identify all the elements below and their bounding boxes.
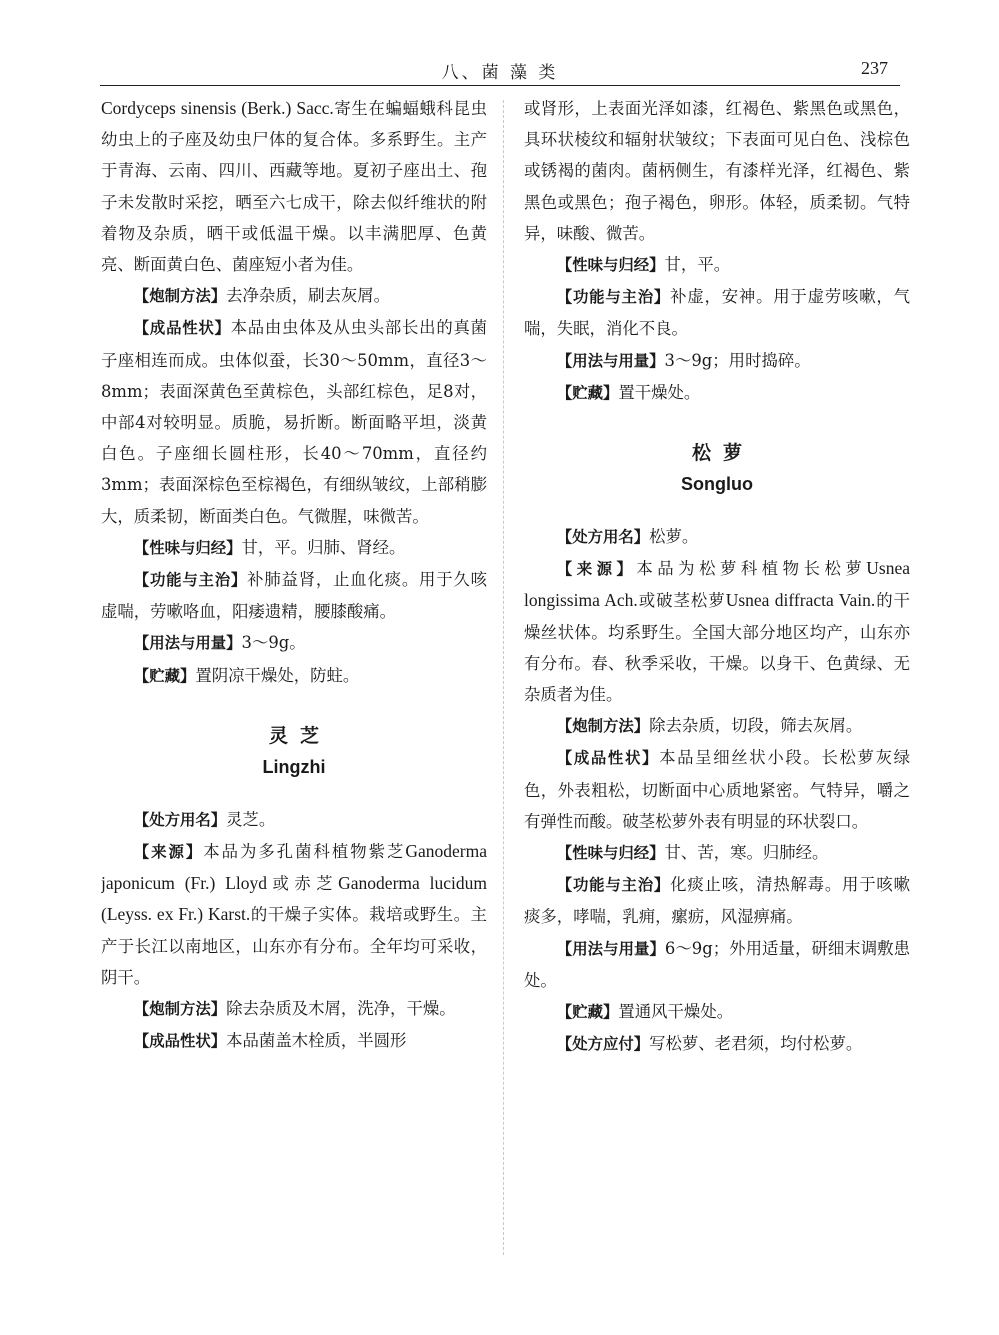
section-label: 【用法与用量】 bbox=[556, 939, 665, 958]
entry-title-songluo: 松萝 bbox=[691, 442, 754, 465]
section-label: 【贮藏】 bbox=[556, 383, 619, 402]
running-header bbox=[100, 52, 900, 86]
songluo-source: 【来源】本品为松萝科植物长松萝Usnea longissima Ach.或破茎松萝Usnea diffracta Vain.的干燥丝状体。均系野生。全国大部分地区均产，山东亦有分布。春、秋季采收，干燥。以身干、色黄绿、无杂质者为佳。 bbox=[524, 558, 910, 705]
section-label: 【性味与归经】 bbox=[133, 538, 242, 557]
section-label: 【功能与主治】 bbox=[556, 288, 671, 307]
lingzhi-storage: 【贮藏】置干燥处。 bbox=[556, 382, 701, 402]
section-label: 【成品性状】 bbox=[133, 1032, 227, 1051]
section-label: 【功能与主治】 bbox=[133, 571, 248, 590]
section-label: 【性味与归经】 bbox=[556, 256, 665, 275]
lingzhi-properties-continued: 或肾形，上表面光泽如漆，红褐色、紫黑色或黑色，具环状棱纹和辐射状皱纹；下表面可见白色、浅棕色或锈褐的菌肉。菌柄侧生，有漆样光泽，红褐色、紫黑色或黑色；孢子褐色，卵形。体轻，质柔韧。气特异，味酸、微苦。 bbox=[524, 99, 910, 243]
section-label: 【贮藏】 bbox=[133, 666, 196, 685]
entry-pinyin-songluo: Songluo bbox=[681, 474, 753, 495]
latin-name: Usnea longissima Ach. bbox=[524, 558, 910, 611]
songluo-dispensing: 【处方应付】写松萝、老君须，均付松萝。 bbox=[556, 1034, 863, 1054]
section-label: 【炮制方法】 bbox=[556, 717, 650, 736]
section-label: 【成品性状】 bbox=[556, 749, 660, 768]
cordyceps-taste: 【性味与归经】甘，平。归肺、肾经。 bbox=[133, 537, 406, 557]
header-rule bbox=[100, 85, 900, 86]
latin-name: Cordyceps sinensis (Berk.) Sacc. bbox=[101, 98, 334, 118]
songluo-function: 【功能与主治】化痰止咳，清热解毒。用于咳嗽痰多，哮喘，乳痈，瘰疬，风湿痹痛。 bbox=[524, 875, 910, 927]
cordyceps-source-paragraph: Cordyceps sinensis (Berk.) Sacc.寄生在蝙蝠蛾科昆虫幼虫上的子座及幼虫尸体的复合体。多系野生。主产于青海、云南、四川、西藏等地。夏初子座出土、孢子未发散时采挖，晒至六七成干，除去似纤维状的附着物及杂质，晒干或低温干燥。以丰满肥厚、色黄亮、断面黄白色、菌座短小者为佳。 bbox=[101, 98, 487, 275]
page-number: 237 bbox=[861, 58, 888, 78]
lingzhi-function: 【功能与主治】补虚，安神。用于虚劳咳嗽，气喘，失眠，消化不良。 bbox=[524, 287, 910, 339]
lingzhi-rx-name: 【处方用名】灵芝。 bbox=[133, 809, 276, 829]
latin-name: Usnea diffracta Vain. bbox=[725, 590, 876, 611]
section-label: 【处方应付】 bbox=[556, 1035, 650, 1054]
entry-pinyin-lingzhi: Lingzhi bbox=[262, 756, 326, 777]
section-label: 【用法与用量】 bbox=[133, 634, 242, 653]
songluo-storage: 【贮藏】置通风干燥处。 bbox=[556, 1002, 734, 1022]
cordyceps-function: 【功能与主治】补肺益肾，止血化痰。用于久咳虚喘，劳嗽咯血，阳痿遗精，腰膝酸痛。 bbox=[101, 570, 487, 622]
latin-name: Ganoderma japonicum (Fr.) Lloyd bbox=[101, 841, 487, 894]
entry-title-lingzhi: 灵芝 bbox=[268, 724, 331, 747]
section-label: 【炮制方法】 bbox=[133, 1000, 227, 1019]
lingzhi-taste: 【性味与归经】甘，平。 bbox=[556, 255, 731, 275]
section-label: 【处方用名】 bbox=[556, 528, 650, 547]
section-label: 【成品性状】 bbox=[133, 319, 231, 338]
left-column bbox=[101, 93, 487, 1263]
songluo-rx-name: 【处方用名】松萝。 bbox=[556, 527, 699, 547]
section-label: 【来源】 bbox=[133, 843, 204, 862]
lingzhi-processing: 【炮制方法】除去杂质及木屑，洗净，干燥。 bbox=[133, 999, 456, 1019]
lingzhi-source: 【来源】本品为多孔菌科植物紫芝Ganoderma japonicum (Fr.) Lloyd或赤芝Ganoderma lucidum (Leyss. ex Fr.) Karst.的干燥子实体。栽培或野生。主产于长江以南地区，山东亦有分布。全年均可采收，阴干。 bbox=[101, 841, 487, 987]
songluo-properties: 【成品性状】本品呈细丝状小段。长松萝灰绿色，外表粗松，切断面中心质地紧密。气特异，嚼之有弹性而酸。破茎松萝外表有明显的环状裂口。 bbox=[524, 748, 910, 831]
section-label: 【功能与主治】 bbox=[556, 876, 671, 895]
latin-name: Ganoderma lucidum (Leyss. ex Fr.) Karst. bbox=[101, 873, 487, 925]
cordyceps-storage: 【贮藏】置阴凉干燥处，防蛀。 bbox=[133, 665, 360, 685]
right-column bbox=[524, 93, 910, 1263]
section-label: 【性味与归经】 bbox=[556, 844, 665, 863]
songluo-taste: 【性味与归经】甘、苦，寒。归肺经。 bbox=[556, 843, 829, 863]
chapter-title: 八、菌 藻 类 bbox=[441, 63, 559, 83]
songluo-usage: 【用法与用量】6～9g；外用适量，研细末调敷患处。 bbox=[524, 938, 910, 990]
lingzhi-properties-start: 【成品性状】本品菌盖木栓质，半圆形 bbox=[133, 1031, 407, 1051]
lingzhi-usage: 【用法与用量】3～9g；用时捣碎。 bbox=[556, 350, 811, 370]
section-label: 【贮藏】 bbox=[556, 1003, 619, 1022]
cordyceps-usage: 【用法与用量】3～9g。 bbox=[133, 633, 306, 653]
section-label: 【用法与用量】 bbox=[556, 351, 665, 370]
cordyceps-properties: 【成品性状】本品由虫体及从虫头部长出的真菌子座相连而成。虫体似蚕，长30～50mm，直径3～8mm；表面深黄色至黄棕色，头部红棕色，足8对，中部4对较明显。质脆，易折断。断面略平坦，淡黄白色。子座细长圆柱形，长40～70mm，直径约3mm；表面深棕色至棕褐色，有细纵皱纹，上部稍膨大，质柔韧，断面类白色。气微腥，味微苦。 bbox=[101, 318, 487, 526]
column-divider bbox=[503, 100, 504, 1255]
cordyceps-processing: 【炮制方法】去净杂质，刷去灰屑。 bbox=[133, 286, 391, 306]
songluo-processing: 【炮制方法】除去杂质，切段，筛去灰屑。 bbox=[556, 716, 863, 736]
section-label: 【炮制方法】 bbox=[133, 287, 227, 306]
section-label: 【处方用名】 bbox=[133, 810, 227, 829]
section-label: 【来源】 bbox=[556, 560, 637, 579]
